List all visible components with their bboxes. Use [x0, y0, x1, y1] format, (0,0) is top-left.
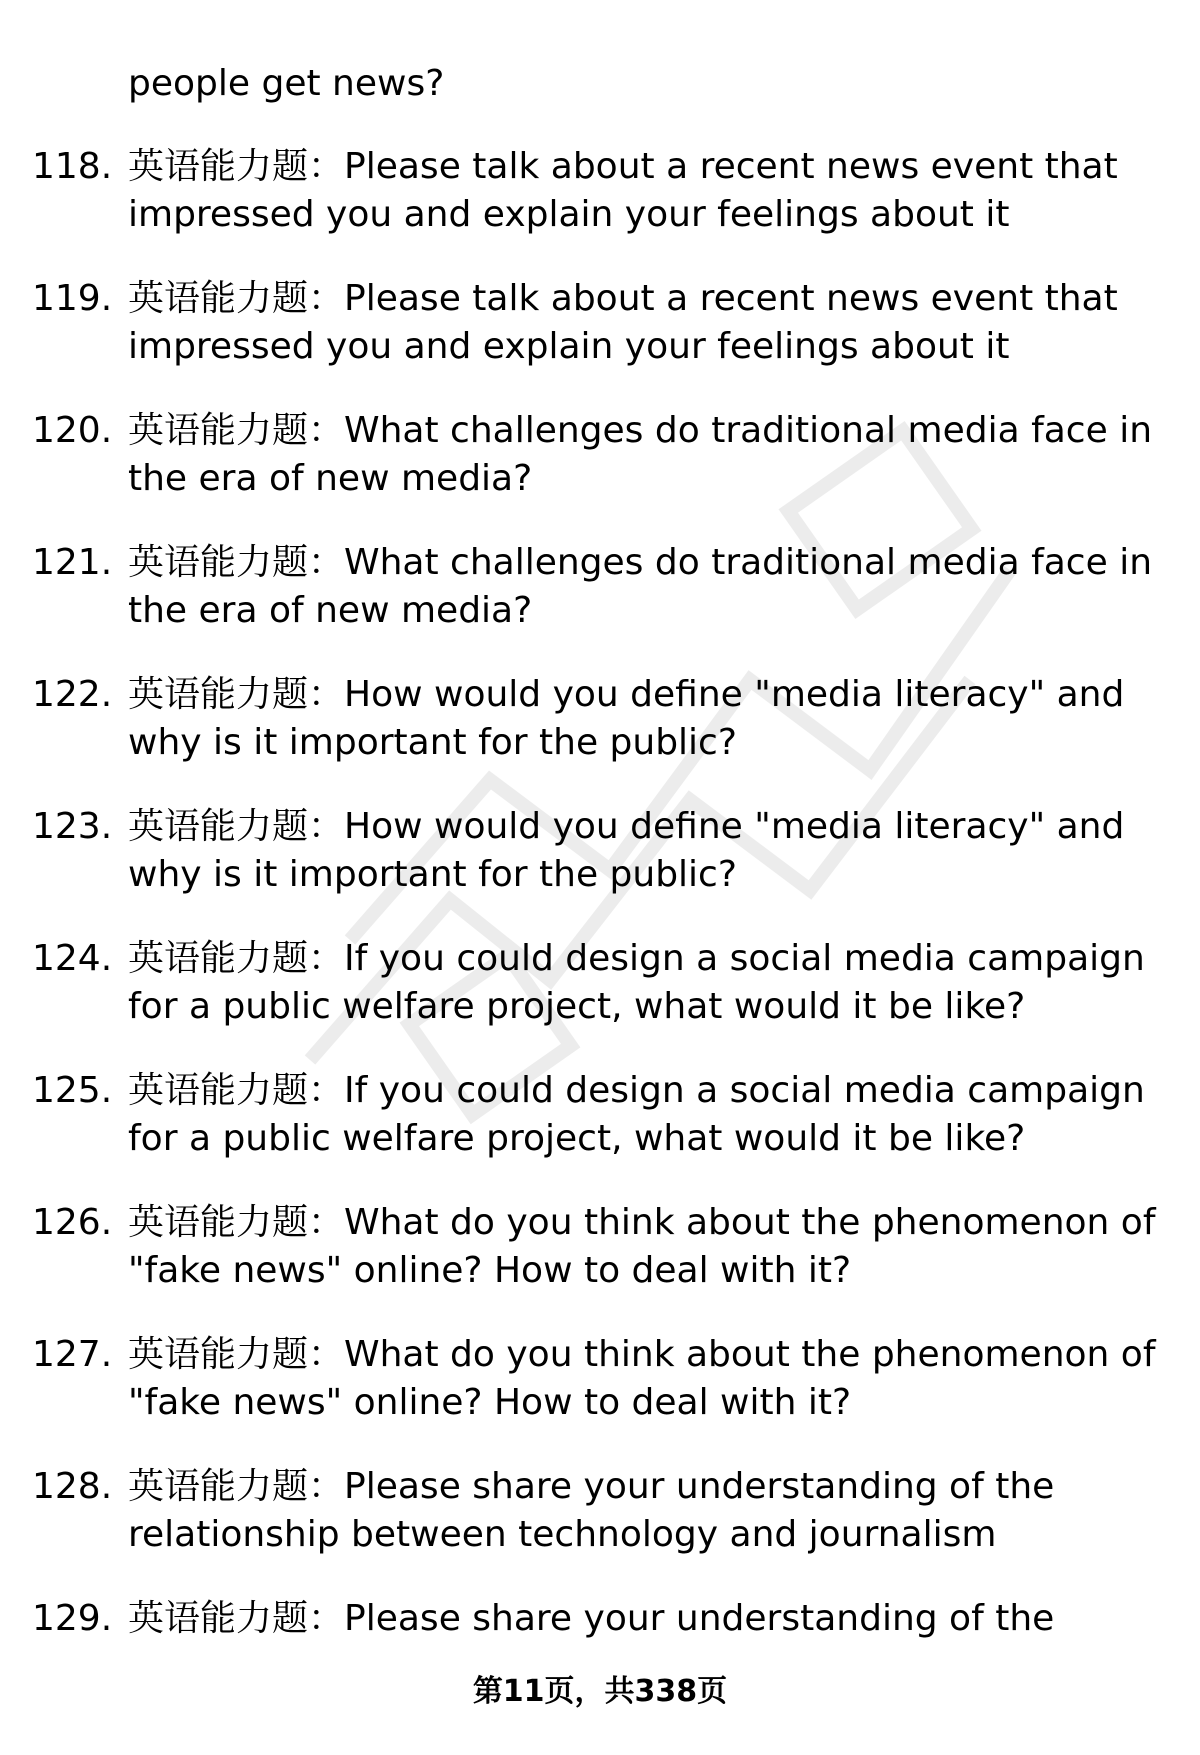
question-text: Please share your understanding of the relationship between technology and journalism — [128, 1466, 1055, 1555]
question-body — [128, 143, 1168, 239]
question-item — [0, 1199, 1200, 1331]
question-number: 129. — [32, 1598, 113, 1639]
question-body — [128, 539, 1168, 635]
question-body — [128, 803, 1168, 899]
question-category-label: 英语能力题： — [128, 938, 345, 979]
question-item — [0, 275, 1200, 407]
continuation-text: people get news? — [128, 63, 445, 104]
question-category-label: 英语能力题： — [128, 1466, 345, 1507]
question-body — [128, 275, 1168, 371]
question-number: 121. — [32, 542, 113, 583]
question-number: 127. — [32, 1334, 113, 1375]
question-category-label: 英语能力题： — [128, 1202, 345, 1243]
question-number: 126. — [32, 1202, 113, 1243]
question-body — [128, 1199, 1168, 1295]
question-item — [0, 1331, 1200, 1463]
question-number: 128. — [32, 1466, 113, 1507]
question-body — [128, 1595, 1168, 1643]
question-category-label: 英语能力题： — [128, 542, 345, 583]
question-body — [128, 671, 1168, 767]
question-number: 122. — [32, 674, 113, 715]
question-category-label: 英语能力题： — [128, 146, 345, 187]
question-number: 119. — [32, 278, 113, 319]
question-body — [128, 1463, 1168, 1559]
question-item — [0, 1067, 1200, 1199]
question-item — [0, 539, 1200, 671]
question-item — [0, 1463, 1200, 1595]
page-number: 第11页，共338页 — [472, 1674, 728, 1709]
question-list — [0, 143, 1200, 1727]
question-body — [128, 407, 1168, 503]
question-category-label: 英语能力题： — [128, 278, 345, 319]
question-number: 124. — [32, 938, 113, 979]
question-text: What challenges do traditional media face in the era of new media? — [128, 542, 1153, 631]
question-body — [128, 1331, 1168, 1427]
question-text: If you could design a social media campaign for a public welfare project, what would it be like? — [128, 1070, 1145, 1159]
question-text: Please talk about a recent news event that impressed you and explain your feelings about it — [128, 278, 1118, 367]
question-text: What do you think about the phenomenon of "fake news" online? How to deal with it? — [128, 1202, 1156, 1291]
question-text: Please talk about a recent news event that impressed you and explain your feelings about it — [128, 146, 1118, 235]
question-text: What do you think about the phenomenon of "fake news" online? How to deal with it? — [128, 1334, 1156, 1423]
question-body — [128, 1067, 1168, 1163]
question-category-label: 英语能力题： — [128, 1070, 345, 1111]
question-item — [0, 671, 1200, 803]
question-number: 118. — [32, 146, 113, 187]
question-text: Please share your understanding of the — [344, 1598, 1055, 1639]
question-number: 123. — [32, 806, 113, 847]
question-category-label: 英语能力题： — [128, 806, 345, 847]
question-number: 125. — [32, 1070, 113, 1111]
question-item — [0, 407, 1200, 539]
question-text: If you could design a social media campaign for a public welfare project, what would it be like? — [128, 938, 1145, 1027]
question-item — [0, 803, 1200, 935]
question-category-label: 英语能力题： — [128, 1598, 345, 1639]
question-item — [0, 143, 1200, 275]
question-category-label: 英语能力题： — [128, 674, 345, 715]
question-text: How would you define "media literacy" and why is it important for the public? — [128, 674, 1125, 763]
question-category-label: 英语能力题： — [128, 410, 345, 451]
question-number: 120. — [32, 410, 113, 451]
question-text: What challenges do traditional media face in the era of new media? — [128, 410, 1153, 499]
question-text: How would you define "media literacy" and why is it important for the public? — [128, 806, 1125, 895]
question-body — [128, 935, 1168, 1031]
question-category-label: 英语能力题： — [128, 1334, 345, 1375]
question-item — [0, 935, 1200, 1067]
